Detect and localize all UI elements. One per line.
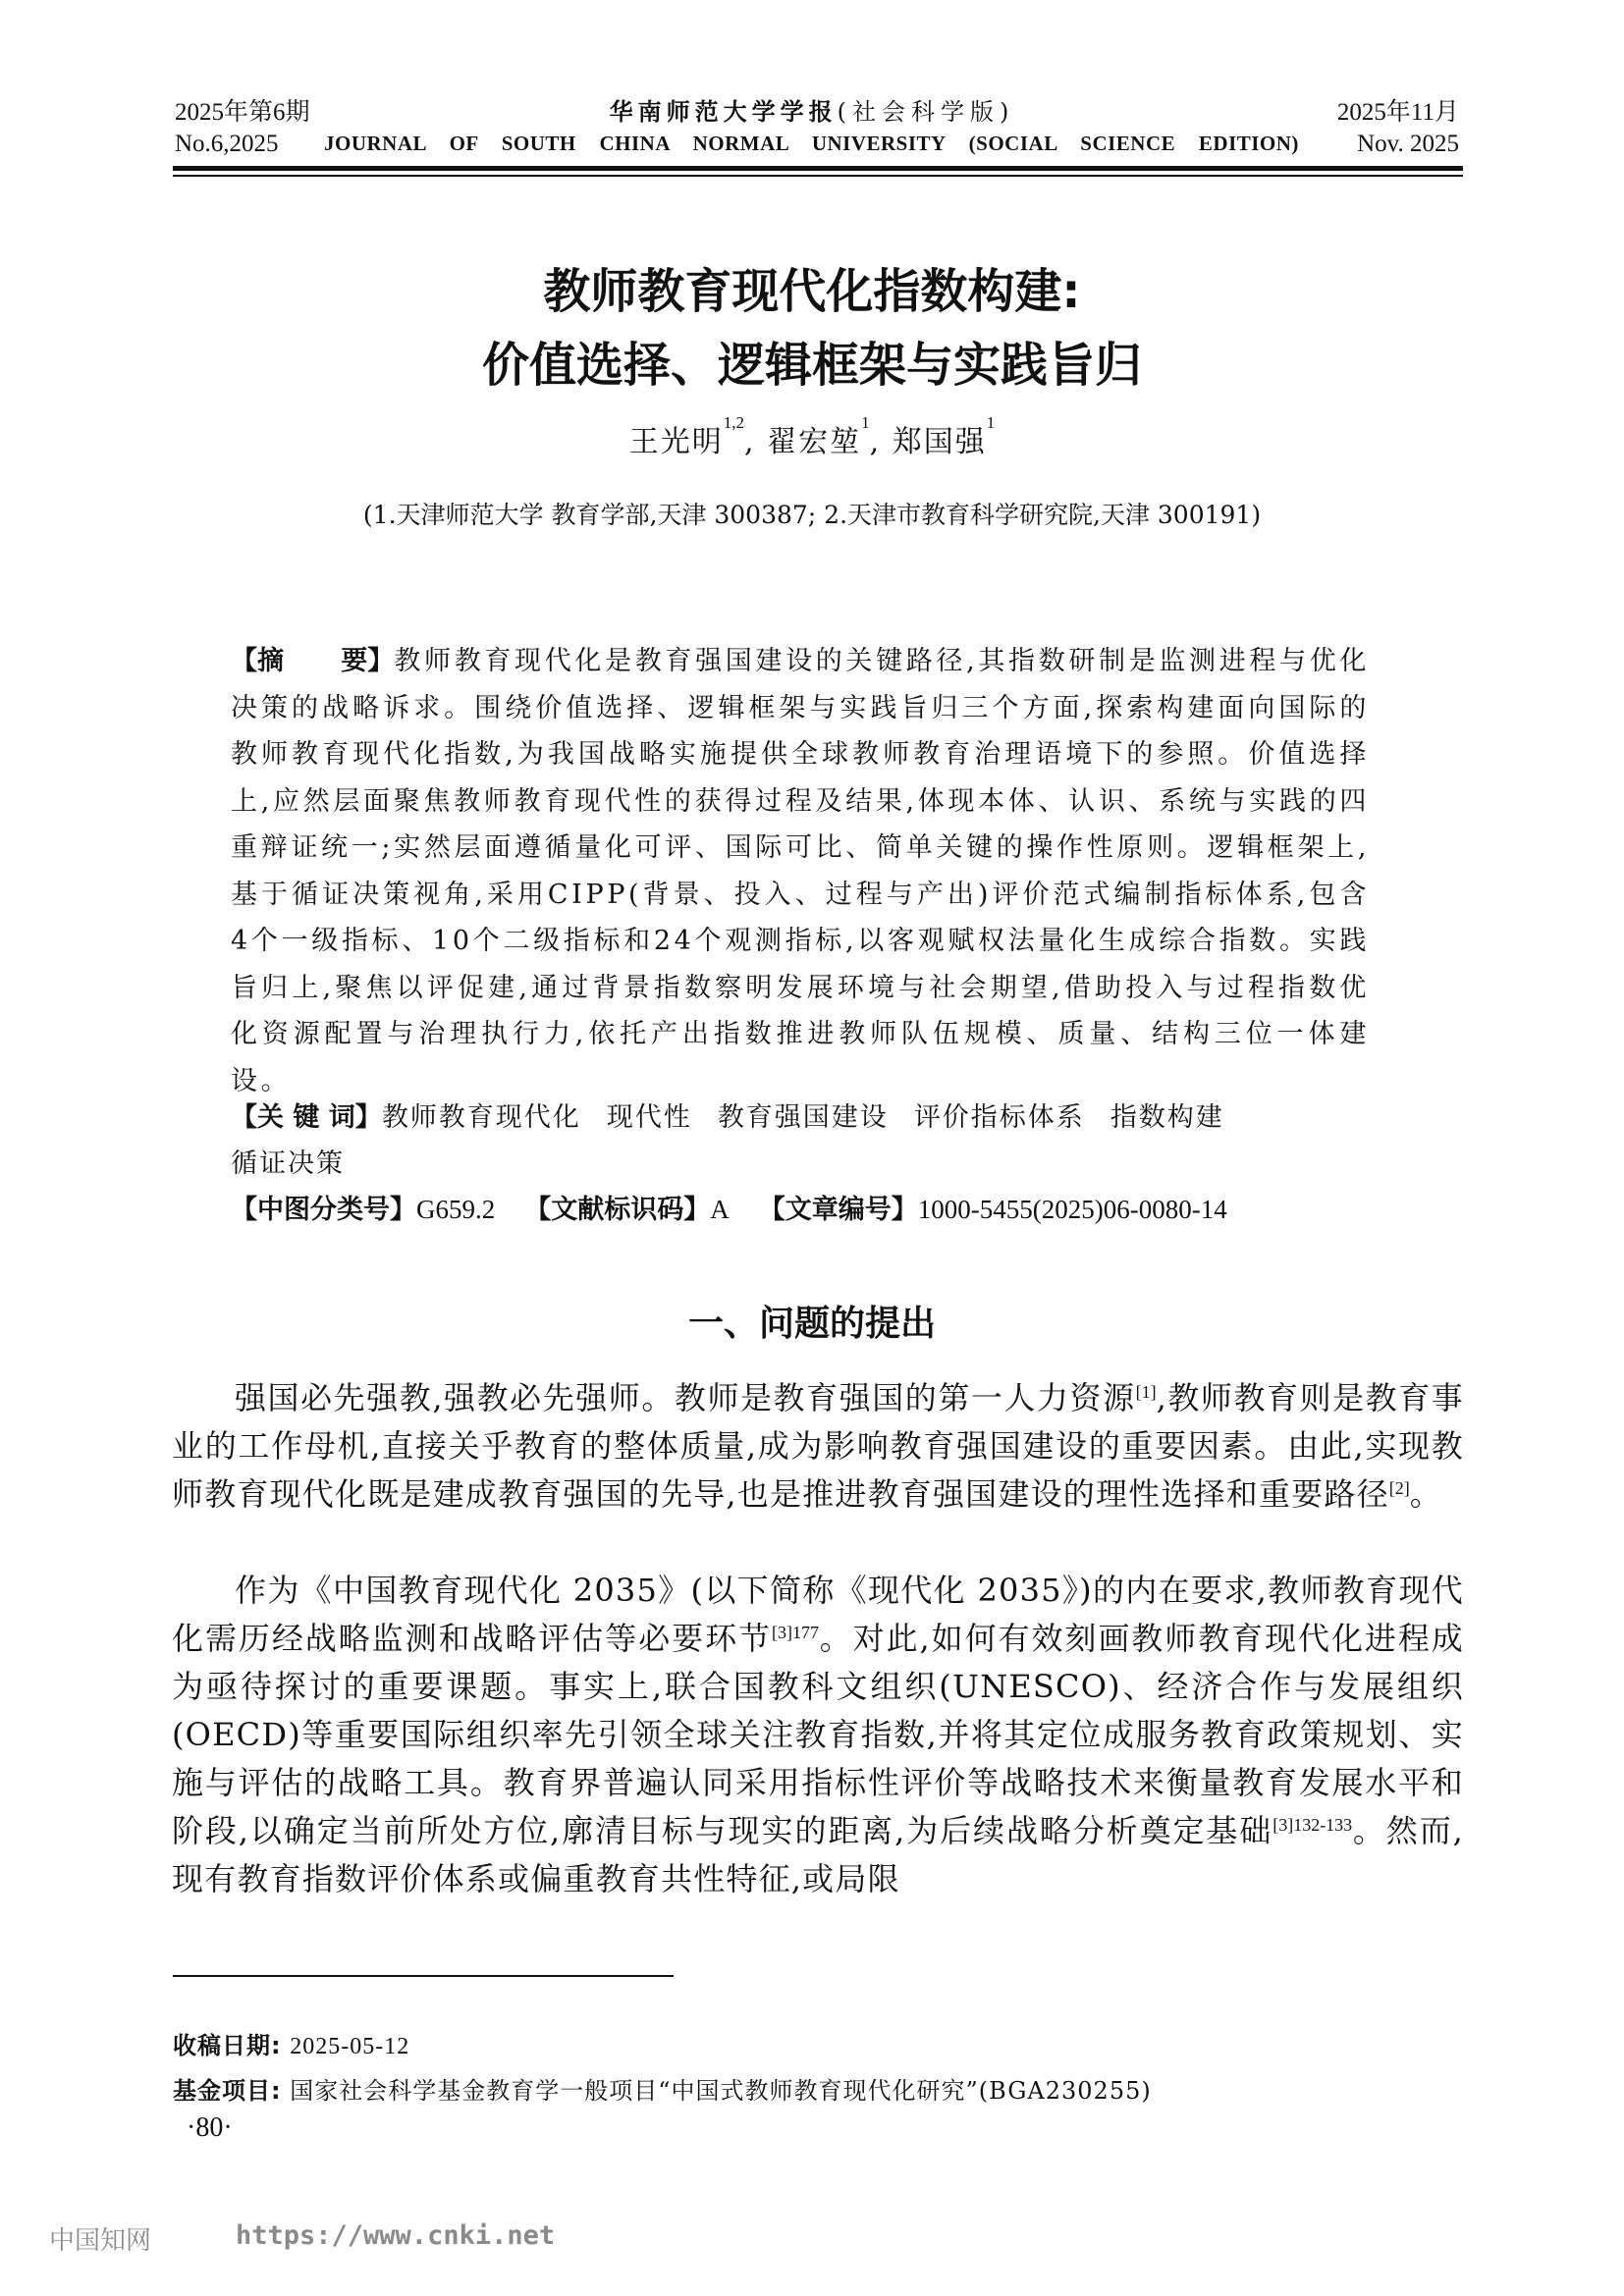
article-number-value: 1000-5455(2025)06-0080-14: [917, 1195, 1227, 1224]
clc-label: 【中图分类号】: [231, 1195, 416, 1225]
keyword-item: 循证决策: [231, 1148, 345, 1179]
abstract-text: 教师教育现代化是教育强国建设的关键路径,其指数研制是监测进程与优化决策的战略诉求。围绕价值选择、逻辑框架与实践旨归三个方面,探索构建面向国际的教师教育现代化指数,为我国战略实施提供全球教师教育治理语境下的参照。价值选择上,应然层面聚焦教师教育现代性的获得过程及结果,体现本体、认识、系统与实践的四重辩证统一;实然层面遵循量化可评、国际可比、简单关键的操作性原则。逻辑框架上,基于循证决策视角,采用CIPP(背景、投入、过程与产出)评价范式编制指标体系,包含4个一级指标、10个二级指标和24个观测指标,以客观赋权法量化生成综合指数。实践旨归上,聚焦以评促建,通过背景指数察明发展环境与社会期望,借助投入与过程指数优化资源配置与治理执行力,依托产出指数推进教师队伍规模、质量、结构三位一体建设。: [231, 646, 1371, 1096]
clc-value: G659.2: [416, 1195, 496, 1224]
publication-date-cn: 2025年11月: [1336, 99, 1459, 126]
journal-edition-cn: (社会科学版): [837, 98, 1015, 126]
doc-code-label: 【文献标识码】: [524, 1195, 711, 1225]
paragraph-text: 。对此,如何有效刻画教师教育现代化进程成为亟待探讨的重要课题。事实上,联合国教科文组织(UNESCO)、经济合作与发展组织(OECD)等重要国际组织率先引领全球关注教育指数,并将其定位成服务教育政策规划、实施与评估的战略工具。教育界普遍认同采用指标性评价等战略技术来衡量教育发展水平和阶段,以确定当前所处方位,廓清目标与现实的距离,为后续战略分析奠定基础: [172, 1620, 1464, 1849]
paragraph-text: 。然而,现有教育指数评价体系或偏重教育共性特征,或局限: [172, 1812, 1464, 1897]
fund-project: [173, 2071, 1152, 2106]
doc-code-value: A: [710, 1195, 730, 1224]
cnki-watermark-name: 中国知网: [49, 2226, 152, 2256]
issue-number-cn: 2025年第6期: [175, 99, 310, 126]
abstract-label: [231, 646, 394, 676]
article-number-label: 【文章编号】: [758, 1195, 918, 1225]
abstract-label-left: 【摘: [231, 646, 285, 676]
paragraph-text: 作为《中国教育现代化 2035》(以下简称《现代化 2035》)的内在要求,教师教育现代化需历经战略监测和战略评估等必要环节: [172, 1572, 1464, 1657]
cnki-watermark-url[interactable]: https://www.cnki.net: [236, 2220, 556, 2251]
citation-ref[interactable]: [3]132-133: [1272, 1815, 1353, 1835]
publication-date-en: Nov. 2025: [1357, 131, 1459, 157]
author-separator: ,: [744, 425, 768, 459]
footnote-rule: [173, 1975, 674, 1977]
keyword-item: 指数构建: [1110, 1102, 1224, 1133]
citation-ref[interactable]: [3]177: [771, 1623, 819, 1642]
keyword-item: 评价指标体系: [913, 1102, 1085, 1133]
keywords-block: [231, 1095, 1370, 1187]
received-date-label: 收稿日期:: [173, 2032, 282, 2059]
keyword-item: 教育强国建设: [717, 1102, 889, 1133]
body-paragraph-2: [172, 1567, 1464, 1903]
section-heading: 一、问题的提出: [687, 1304, 936, 1344]
citation-ref[interactable]: [2]: [1388, 1478, 1410, 1498]
header-rule-thin: [173, 175, 1463, 177]
header-rule-thick: [173, 166, 1463, 171]
citation-ref[interactable]: [1]: [1135, 1382, 1157, 1402]
journal-title-cn: 华南师范大学学报: [609, 97, 838, 126]
journal-name-en: JOURNAL OF SOUTH CHINA NORMAL UNIVERSITY (SOCIAL SCIENCE EDITION): [324, 132, 1299, 155]
paragraph-text: 。: [1409, 1475, 1442, 1513]
abstract-block: [231, 638, 1370, 1104]
author-affiliation-mark: 1: [861, 413, 870, 432]
author-list: [0, 413, 1624, 460]
author-name: 翟宏堃: [767, 425, 862, 459]
keyword-item: 现代性: [606, 1102, 692, 1133]
fund-project-label: 基金项目:: [173, 2077, 282, 2105]
body-paragraph-1: [172, 1374, 1464, 1519]
page-number: ·80·: [187, 2112, 233, 2143]
keywords-label: 【关 键 词】: [231, 1102, 382, 1133]
paragraph-text: ,教师教育则是教育事业的工作母机,直接关乎教育的整体质量,成为影响教育强国建设的重要因素。由此,实现教师教育现代化既是建成教育强国的先导,也是推进教育强国建设的理性选择和重要路径: [172, 1379, 1464, 1513]
author-affiliations: (1.天津师范大学 教育学部,天津 300387; 2.天津市教育科学研究院,天津 300191): [362, 501, 1262, 529]
received-date: [173, 2026, 409, 2060]
paragraph-text: 强国必先强教,强教必先强师。教师是教育强国的第一人力资源: [235, 1379, 1136, 1416]
author-name: 郑国强: [892, 425, 987, 459]
keyword-item: 教师教育现代化: [381, 1102, 581, 1133]
author-affiliation-mark: 1,2: [723, 413, 745, 432]
received-date-value: 2025-05-12: [290, 2034, 410, 2059]
issue-number-en: No.6,2025: [175, 131, 279, 157]
fund-project-value: 国家社会科学基金教育学一般项目“中国式教师教育现代化研究”(BGA230255): [290, 2077, 1152, 2105]
article-title-line-2: 价值选择、逻辑框架与实践旨归: [481, 338, 1142, 393]
author-name: 王光明: [628, 425, 724, 459]
author-affiliation-mark: 1: [986, 413, 996, 432]
classification-line: [231, 1188, 1257, 1226]
author-separator: ,: [869, 425, 893, 459]
abstract-label-right: 要】: [341, 646, 395, 676]
article-title-line-1: 教师教育现代化指数构建:: [543, 264, 1081, 319]
